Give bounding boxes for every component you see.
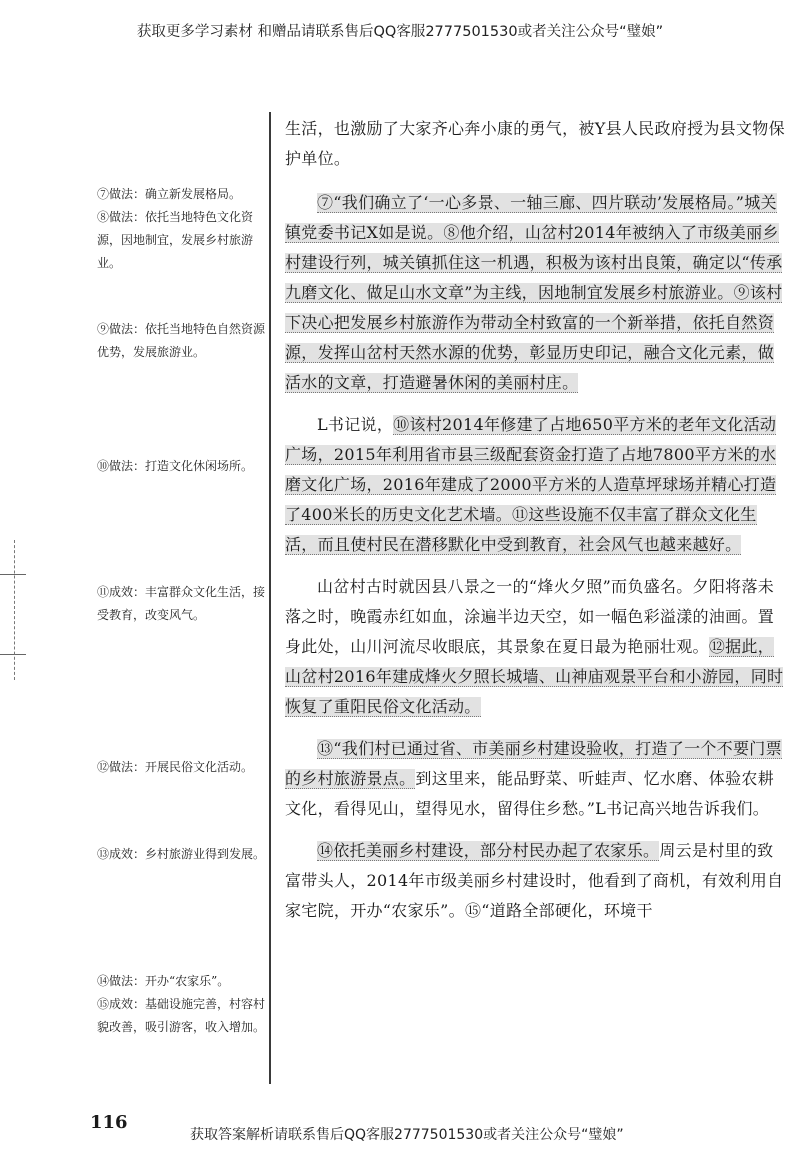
margin-note-11 xyxy=(97,581,265,627)
margin-note-12 xyxy=(97,756,265,779)
highlighted-text: ⑬“我们村已通过省、市美丽乡村建设验收，打造了一个不要门票的乡村旅游景点。 xyxy=(285,739,782,788)
paragraph xyxy=(285,836,785,926)
column-divider xyxy=(269,112,271,1084)
paragraph xyxy=(285,572,785,722)
margin-note-line: ⑦做法：确立新发展格局。 xyxy=(97,187,242,201)
paragraph-continuation: 生活，也激励了大家齐心奔小康的勇气，被Y县人民政府授为县文物保护单位。 xyxy=(285,119,785,168)
page-number: 116 xyxy=(90,1112,128,1133)
margin-note-line: ⑨做法：依托当地特色自然资源优势，发展旅游业。 xyxy=(97,322,266,359)
binding-mark xyxy=(0,654,26,655)
margin-note-line: ⑪成效：丰富群众文化生活，接受教育，改变风气。 xyxy=(97,585,266,622)
page-footer: 获取答案解析请联系售后QQ客服2777501530或者关注公众号“璧娘” xyxy=(190,1127,624,1143)
margin-note-line: ⑮成效：基础设施完善，村容村貌改善，吸引游客，收入增加。 xyxy=(97,997,266,1034)
margin-note-line: ⑫做法：开展民俗文化活动。 xyxy=(97,760,254,774)
paragraph xyxy=(285,188,785,398)
article-body xyxy=(285,114,785,926)
margin-note-9 xyxy=(97,318,265,364)
text-span: 山岔村古时就因县八景之一的“烽火夕照”而负盛名。夕阳将落未落之时，晚霞赤红如血，涂遍半边天空，如一幅色彩溢漾的油画。置身此处，山川河流尽收眼底，其景象在夏日最为艳丽壮观。 xyxy=(285,577,775,656)
margin-note-14-15 xyxy=(97,970,265,1039)
margin-note-line: ⑭做法：开办“农家乐”。 xyxy=(97,974,230,988)
margin-note-13 xyxy=(97,843,265,866)
paragraph xyxy=(285,410,785,560)
highlighted-text: ⑫据此，山岔村2016年建成烽火夕照长城墙、山神庙观景平台和小游园，同时恢复了重阳民俗文化活动。 xyxy=(285,637,784,716)
highlighted-text: ⑩该村2014年修建了占地650平方米的老年文化活动广场，2015年利用省市县三级配套资金打造了占地7800平方米的水磨文化广场，2016年建成了2000平方米的人造草坪球场并精心打造了400米长的历史文化艺术墙。⑪这些设施不仅丰富了群众文化生活，而且使村民在潜移默化中受到教育，社会风气也越来越好。 xyxy=(285,415,777,554)
highlighted-text: ⑦“我们确立了‘一心多景、一轴三廊、四片联动’发展格局。”城关镇党委书记X如是说。⑧他介绍，山岔村2014年被纳入了市级美丽乡村建设行列，城关镇抓住这一机遇，积极为该村出良策，确定以“传承九磨文化、做足山水文章”为主线，因地制宜发展乡村旅游业。⑨该村下决心把发展乡村旅游作为带动全村致富的一个新举措，依托自然资源，发挥山岔村天然水源的优势，彰显历史印记，融合文化元素，做活水的文章，打造避暑休闲的美丽村庄。 xyxy=(285,193,783,392)
margin-note-7-8 xyxy=(97,183,265,275)
text-span: 周云是村里的致富带头人，2014年市级美丽乡村建设时，他看到了商机，有效利用自家宅院，开办“农家乐”。⑮“道路全部硬化，环境干 xyxy=(285,841,784,920)
margin-note-line: ⑬成效：乡村旅游业得到发展。 xyxy=(97,847,266,861)
paragraph xyxy=(285,734,785,824)
page-header: 获取更多学习素材 和赠品请联系售后QQ客服2777501530或者关注公众号“璧娘” xyxy=(136,24,664,40)
margin-note-line: ⑧做法：依托当地特色文化资源，因地制宜，发展乡村旅游业。 xyxy=(97,210,254,270)
margin-note-10 xyxy=(97,455,265,478)
margin-note-line: ⑩做法：打造文化休闲场所。 xyxy=(97,459,254,473)
highlighted-text: ⑭依托美丽乡村建设，部分村民办起了农家乐。 xyxy=(317,841,660,860)
binding-mark xyxy=(0,574,26,575)
binding-line xyxy=(14,540,15,680)
text-span: L书记说， xyxy=(317,415,394,434)
text-span: 到这里来，能品野菜、听蛙声、忆水磨、体验农耕文化，看得见山，望得见水，留得住乡愁。”L书记高兴地告诉我们。 xyxy=(285,769,775,818)
